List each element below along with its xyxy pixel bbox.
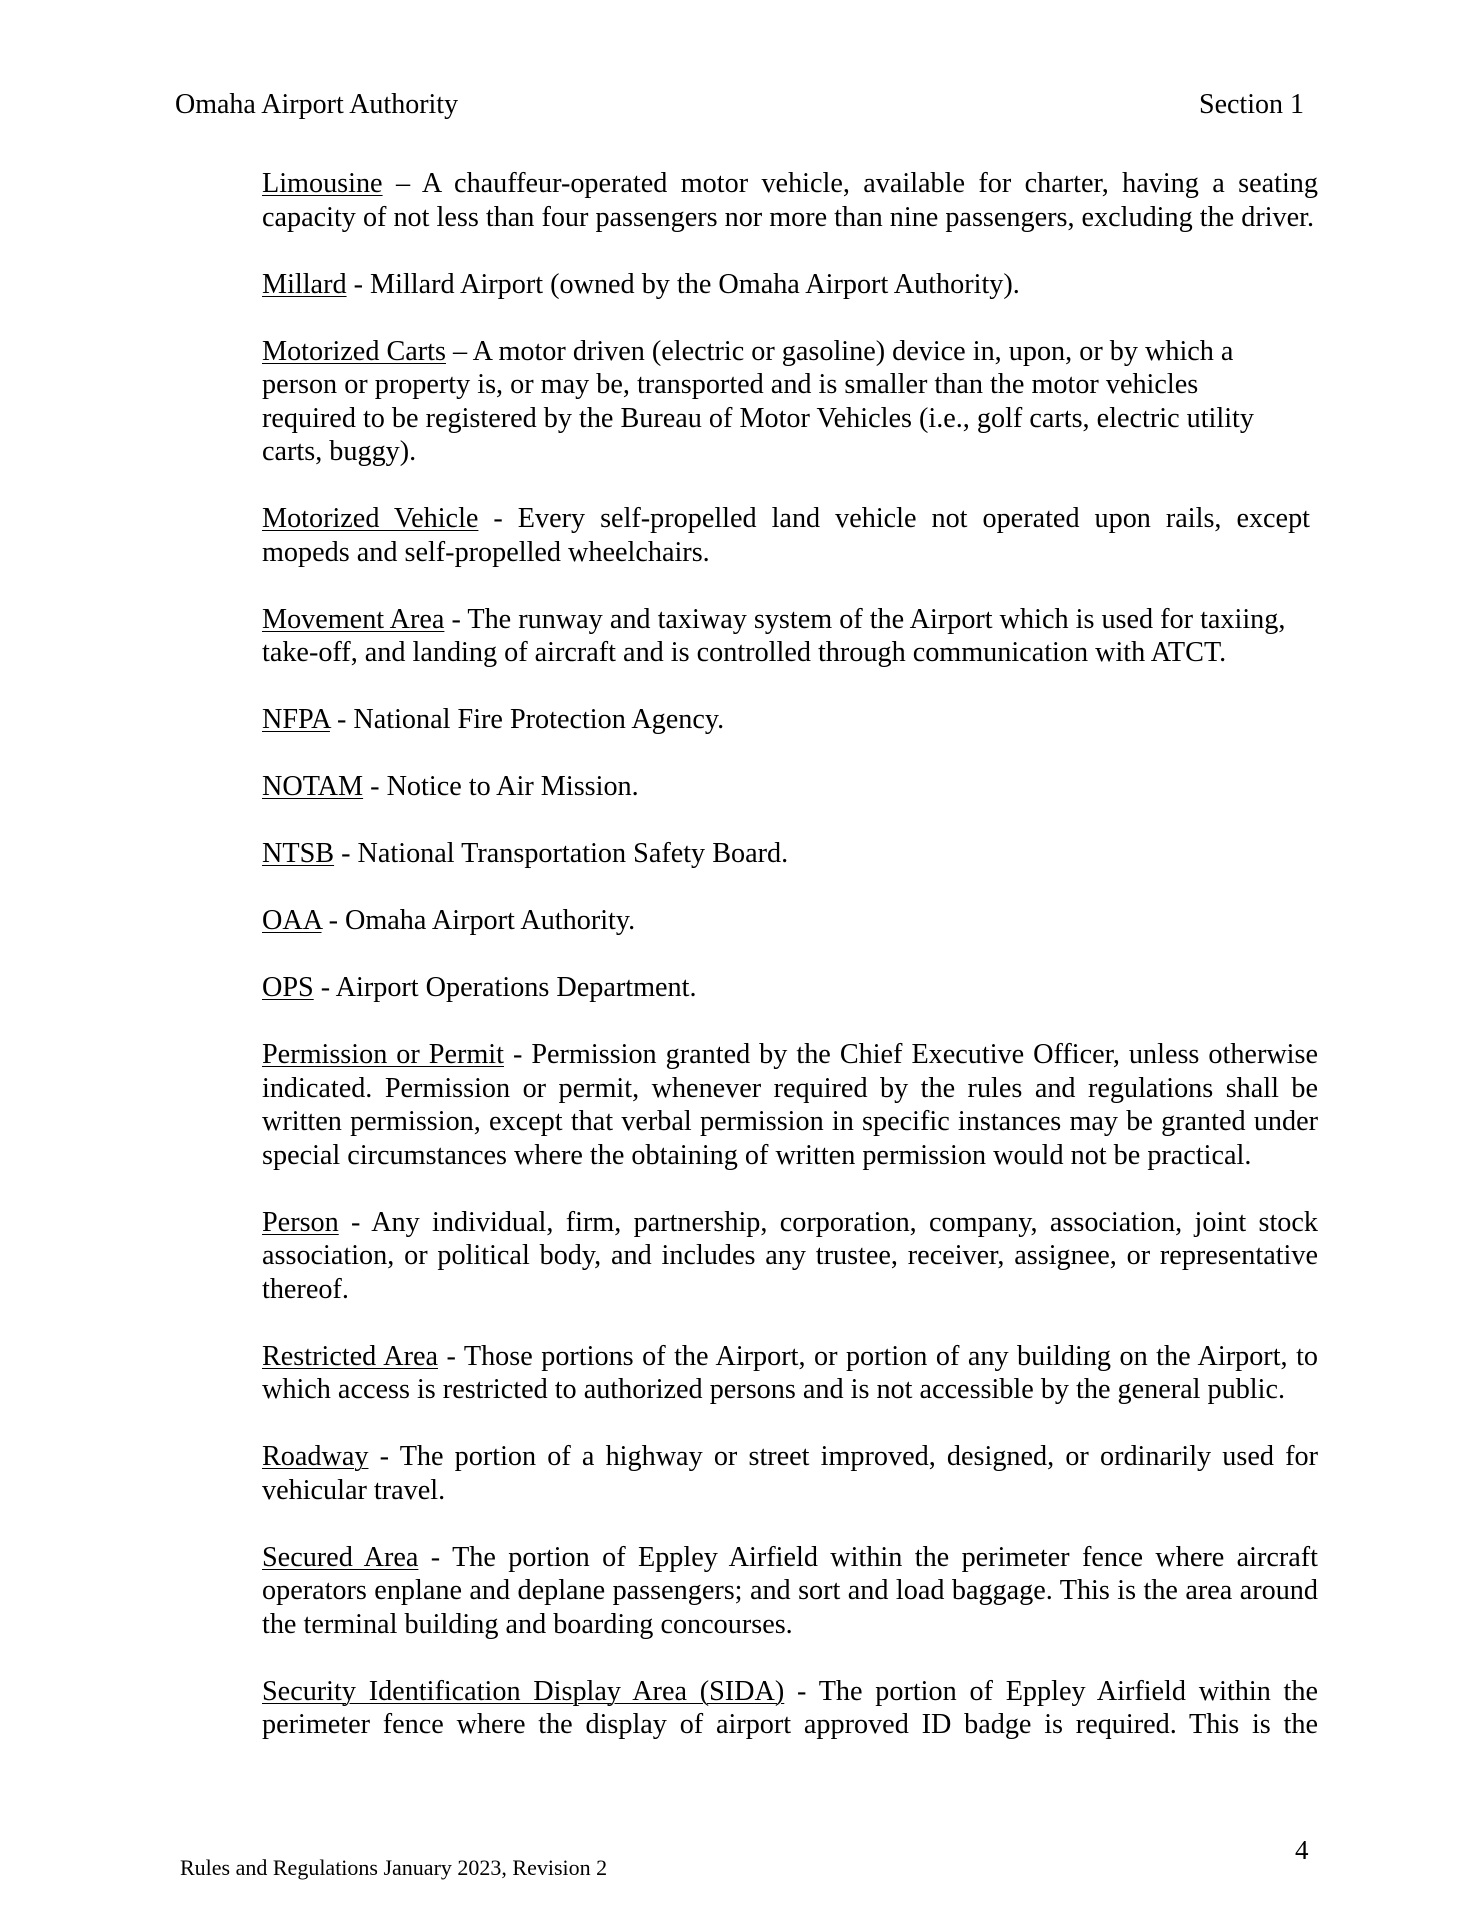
definition-text: The portion of Eppley Airfield within the perimeter fence where aircraft operators enplane and deplane passengers; and sort and load baggage. This is the area around the terminal building and boarding concourses.	[262, 1541, 1318, 1640]
definition-text: Every self-propelled land vehicle not operated upon rails, except mopeds and self-propelled wheelchairs.	[262, 503, 1310, 568]
definition-nfpa: NFPA - National Fire Protection Agency.	[262, 704, 725, 735]
definition-term: Motorized Carts	[262, 335, 446, 367]
definition-limousine: Limousine – A chauffeur-operated motor vehicle, available for charter, having a seating capacity of not less than four passengers nor more than nine passengers, excluding the driver.	[262, 168, 1318, 233]
definition-term: Person	[262, 1206, 339, 1238]
definition-roadway: Roadway - The portion of a highway or street improved, designed, or ordinarily used for vehicular travel.	[262, 1441, 1318, 1506]
definition-millard: Millard - Millard Airport (owned by the Omaha Airport Authority).	[262, 268, 1020, 300]
header-organization: Omaha Airport Authority	[175, 89, 459, 120]
definition-text: A chauffeur-operated motor vehicle, available for charter, having a seating capacity of not less than four passengers nor more than nine passengers, excluding the driver.	[262, 168, 1318, 233]
definition-term: OPS	[262, 972, 314, 1003]
definition-text: National Transportation Safety Board.	[357, 838, 789, 869]
definition-term: Roadway	[262, 1441, 369, 1472]
definition-term: Security Identification Display Area (SIDA)	[262, 1675, 785, 1707]
definition-text: National Fire Protection Agency.	[353, 704, 725, 735]
definition-restricted-area: Restricted Area - Those portions of the Airport, or portion of any building on the Airport, to which access is restricted to authorized persons and is not accessible by the general public.	[262, 1340, 1318, 1405]
definition-term: NFPA	[262, 704, 330, 735]
definition-text: Notice to Air Mission.	[386, 771, 639, 802]
definition-sida: Security Identification Display Area (SIDA) - The portion of Eppley Airfield within the perimeter fence where the display of airport approved ID badge is required. This is the	[262, 1675, 1318, 1740]
definition-text: Airport Operations Department.	[335, 972, 697, 1003]
definition-notam: NOTAM - Notice to Air Mission.	[262, 771, 639, 802]
definition-ops: OPS - Airport Operations Department.	[262, 972, 697, 1003]
definition-term: Permission or Permit	[262, 1039, 504, 1070]
definition-term: NOTAM	[262, 771, 364, 802]
footer-document-info: Rules and Regulations January 2023, Revision 2	[180, 1855, 608, 1880]
definition-oaa: OAA - Omaha Airport Authority.	[262, 905, 636, 936]
definitions-list	[262, 167, 1318, 1775]
definition-text: Those portions of the Airport, or portion of any building on the Airport, to which access is restricted to authorized persons and is not accessible by the general public.	[262, 1340, 1318, 1405]
definition-text: Millard Airport (owned by the Omaha Airport Authority).	[370, 268, 1020, 300]
definition-motorized-carts: Motorized Carts – A motor driven (electric or gasoline) device in, upon, or by which a person or property is, or may be, transported and is smaller than the motor vehicles required to be registered by the Bureau of Motor Vehicles (i.e., golf carts, electric utility carts, buggy).	[262, 335, 1254, 467]
definition-movement-area: Movement Area - The runway and taxiway system of the Airport which is used for taxiing, take-off, and landing of aircraft and is controlled through communication with ATCT.	[262, 603, 1286, 668]
definition-text: Omaha Airport Authority.	[345, 905, 636, 936]
definition-permission-or-permit: Permission or Permit - Permission granted by the Chief Executive Officer, unless otherwise indicated. Permission or permit, whenever required by the rules and regulations shall be written permission, except that verbal permission in specific instances may be granted under special circumstances where the obtaining of written permission would not be practical.	[262, 1039, 1318, 1171]
definition-term: Motorized Vehicle	[262, 503, 479, 534]
definition-term: OAA	[262, 905, 322, 936]
definition-term: Secured Area	[262, 1541, 419, 1573]
definition-text: The runway and taxiway system of the Airport which is used for taxiing, take-off, and landing of aircraft and is controlled through communication with ATCT.	[262, 603, 1286, 668]
header-section: Section 1	[1199, 89, 1304, 120]
definition-text: Permission granted by the Chief Executive Officer, unless otherwise indicated. Permission or permit, whenever required by the rules and regulations shall be written permission, except that verbal permission in specific instances may be granted under special circumstances where the obtaining of written permission would not be practical.	[262, 1039, 1318, 1171]
page-number: 4	[1295, 1835, 1309, 1865]
definition-term: Movement Area	[262, 603, 445, 635]
definition-text: The portion of a highway or street improved, designed, or ordinarily used for vehicular travel.	[262, 1441, 1318, 1506]
definition-term: Limousine	[262, 168, 383, 199]
definition-text: Any individual, firm, partnership, corporation, company, association, joint stock association, or political body, and includes any trustee, receiver, assignee, or representative thereof.	[262, 1206, 1318, 1305]
definition-term: Millard	[262, 268, 347, 300]
definition-secured-area: Secured Area - The portion of Eppley Airfield within the perimeter fence where aircraft operators enplane and deplane passengers; and sort and load baggage. This is the area around the terminal building and boarding concourses.	[262, 1541, 1318, 1640]
definition-person: Person - Any individual, firm, partnership, corporation, company, association, joint stock association, or political body, and includes any trustee, receiver, assignee, or representative thereof.	[262, 1206, 1318, 1305]
definition-text: A motor driven (electric or gasoline) device in, upon, or by which a person or property is, or may be, transported and is smaller than the motor vehicles required to be registered by the Bureau of Motor Vehicles (i.e., golf carts, electric utility carts, buggy).	[262, 335, 1254, 467]
definition-term: Restricted Area	[262, 1340, 438, 1372]
definition-ntsb: NTSB - National Transportation Safety Board.	[262, 838, 789, 869]
definition-motorized-vehicle: Motorized Vehicle - Every self-propelled land vehicle not operated upon rails, except mopeds and self-propelled wheelchairs.	[262, 503, 1310, 568]
definition-text: The portion of Eppley Airfield within the perimeter fence where the display of airport approved ID badge is required. This is the	[262, 1675, 1318, 1740]
definition-term: NTSB	[262, 838, 335, 869]
